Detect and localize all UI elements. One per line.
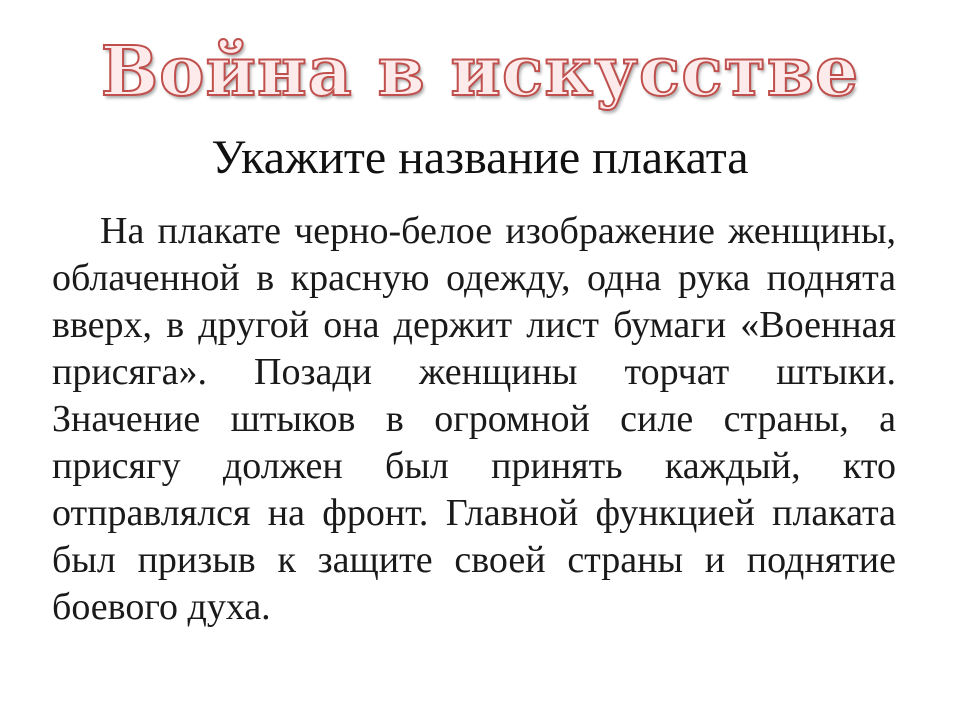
slide-title: Война в искусстве <box>100 32 860 112</box>
slide-subtitle: Укажите название плаката <box>211 131 749 184</box>
body-paragraph: На плакате черно-белое изображение женщины, облаченной в красную одежду, одна рука поднята вверх, в другой она держит лист бумаги «Военная присяга». Позади женщины торчат штыки. Значение штыков в огромной силе страны, а присягу должен был принять каждый, кто отправлялся на фронт. Главной функцией плаката был призыв к защите своей страны и поднятие боевого духа. <box>52 210 896 628</box>
